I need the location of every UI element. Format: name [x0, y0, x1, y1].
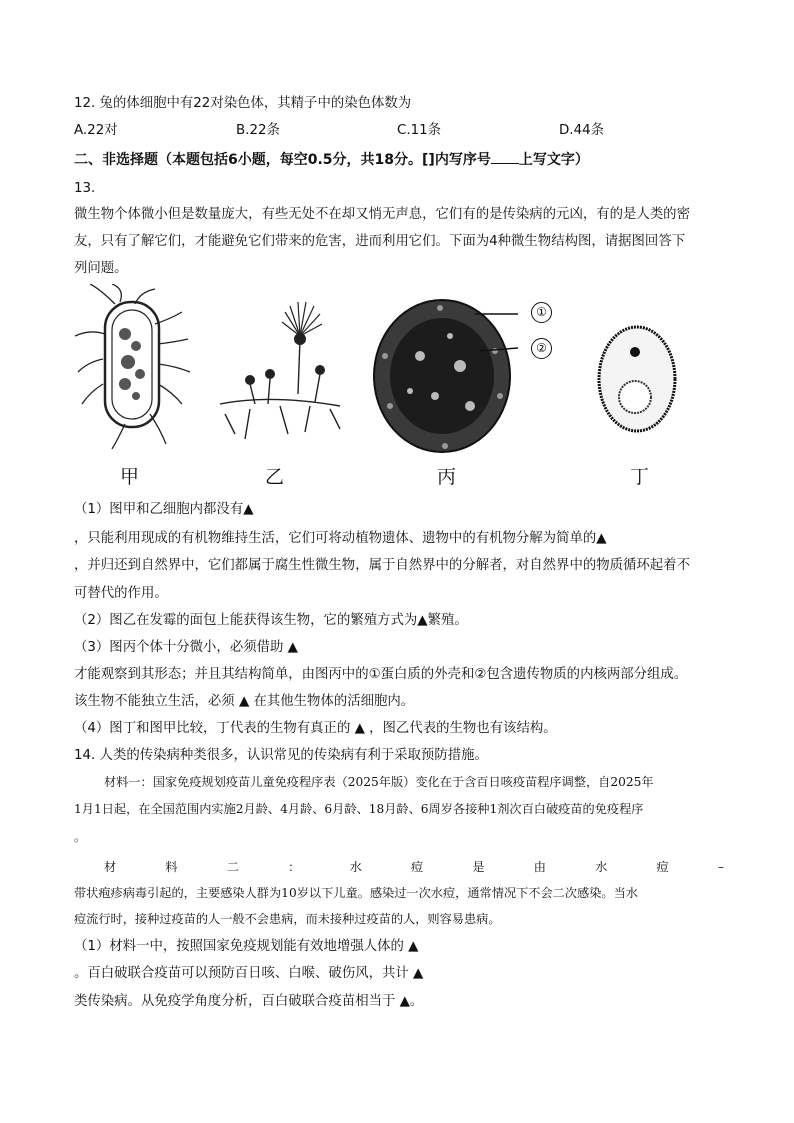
- q13-intro-line: 友，只有了解它们，才能避免它们带来的危害，进而利用它们。下面为4种微生物结构图，请据图回答下: [74, 234, 686, 249]
- material2-char: 由: [533, 860, 546, 874]
- q13-line: 可替代的作用。: [74, 586, 168, 601]
- q13-line: （1）图甲和乙细胞内都没有▲: [74, 502, 254, 517]
- marker-1: ①: [531, 302, 552, 323]
- material2-char: 二: [226, 860, 239, 874]
- material2-char: 是: [472, 860, 485, 874]
- section2-heading-pre: 二、非选择题（本题包括6小题，每空0.5分，共18分。[]内写序号: [74, 152, 491, 168]
- material2-char: 材: [104, 860, 117, 874]
- q14-line: 。百白破联合疫苗可以预防百日咳、白喉、破伤风，共计 ▲: [74, 966, 424, 981]
- material2-char: 痘: [656, 860, 669, 874]
- q12-option-b: B.22条: [236, 123, 280, 138]
- q13-line: 才能观察到其形态；并且其结构简单，由图丙中的①蛋白质的外壳和②包含遗传物质的内核两部分组成。: [74, 667, 688, 682]
- bacterium-drawing: [70, 284, 200, 449]
- virus-drawing: [370, 296, 520, 456]
- q13-line: ，只能利用现成的有机物维持生活，它们可将动植物遗体、遗物中的有机物分解为简单的▲: [74, 531, 607, 546]
- q14-material2-line: 带状疱疹病毒引起的，主要感染人群为10岁以下儿童。感染过一次水痘，通常情况下不会二次感染。当水: [74, 886, 638, 900]
- q13-line: （4）图丁和图甲比较，丁代表的生物有真正的 ▲ ，图乙代表的生物也有该结构。: [74, 721, 557, 736]
- q13-intro-line: 微生物个体微小但是数量庞大，有些无处不在却又悄无声息，它们有的是传染病的元凶，有的是人类的密: [74, 207, 690, 222]
- q13-line: 该生物不能独立生活，必须 ▲ 在其他生物体的活细胞内。: [74, 694, 415, 709]
- q14-material1-line: 。: [74, 830, 87, 844]
- q14-line: 类传染病。从免疫学角度分析，百白破联合疫苗相当于 ▲。: [74, 994, 424, 1009]
- q12-stem: 12. 兔的体细胞中有22对染色体，其精子中的染色体数为: [74, 96, 412, 111]
- q14-stem: 14. 人类的传染病种类很多，认识常见的传染病有利于采取预防措施。: [74, 748, 488, 763]
- section2-heading: [74, 150, 589, 170]
- microorganism-figure: [70, 284, 710, 494]
- q13-intro-line: 列问题。: [74, 261, 128, 276]
- figure-label-jia: 甲: [120, 466, 140, 488]
- q14-material1-line: 材料一：国家免疫规划疫苗儿童免疫程序表（2025年版）变化在于含百日咳疫苗程序调整，自2025年: [104, 775, 654, 789]
- figure-label-ding: 丁: [630, 466, 650, 488]
- q13-line: ，并归还到自然界中，它们都属于腐生性微生物，属于自然界中的分解者，对自然界中的物质循环起着不: [74, 558, 690, 573]
- q14-line: （1）材料一中，按照国家免疫规划能有效地增强人体的 ▲: [74, 939, 419, 954]
- material2-char: 痘: [410, 860, 424, 874]
- section2-heading-post: 上写文字）: [518, 152, 589, 168]
- yeast-drawing: [595, 322, 680, 437]
- mold-drawing: [210, 294, 350, 444]
- figure-label-yi: 乙: [265, 466, 285, 488]
- q13-line: （2）图乙在发霉的面包上能获得该生物，它的繁殖方式为▲繁殖。: [74, 613, 468, 628]
- material2-char: ：: [288, 860, 301, 874]
- figure-label-bing: 丙: [437, 466, 457, 488]
- q13-line: （3）图丙个体十分微小，必须借助 ▲: [74, 640, 298, 655]
- q12-option-d: D.44条: [559, 123, 604, 138]
- material2-char: –: [717, 860, 724, 874]
- material2-char: 水: [595, 860, 608, 874]
- material2-char: 料: [165, 860, 178, 874]
- q14-material2-spread: [104, 857, 724, 877]
- q14-material2-line: 痘流行时，接种过疫苗的人一般不会患病，而未接种过疫苗的人，则容易患病。: [74, 912, 501, 926]
- q13-number: 13.: [74, 181, 96, 196]
- marker-2: ②: [531, 338, 552, 359]
- material2-char: 水: [349, 860, 362, 874]
- q12-option-a: A.22对: [74, 123, 118, 138]
- q14-material1-line: 1月1日起，在全国范围内实施2月龄、4月龄、6月龄、18月龄、6周岁各接种1剂次百白破疫苗的免疫程序: [74, 802, 644, 816]
- q12-option-c: C.11条: [397, 123, 442, 138]
- answer-blank: [491, 150, 519, 164]
